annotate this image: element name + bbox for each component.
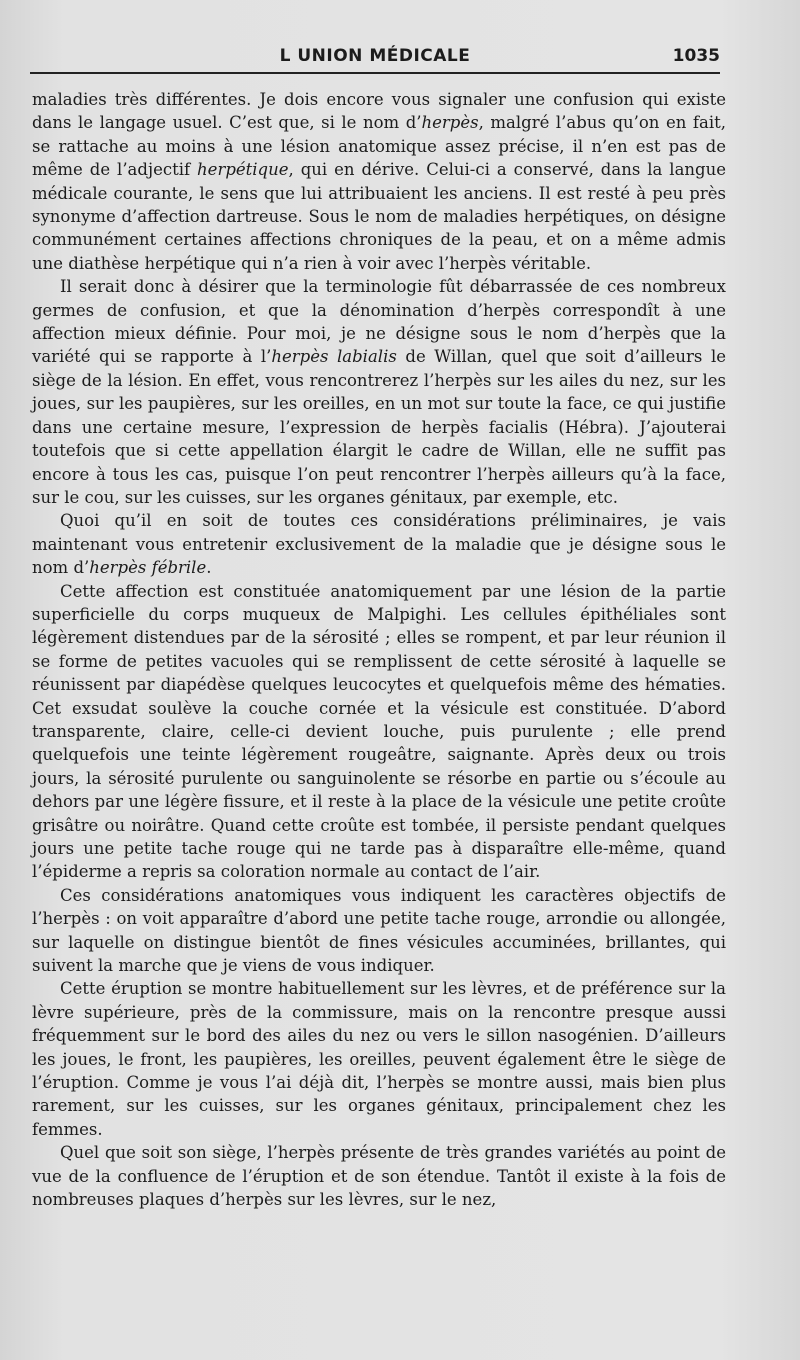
- italic-term: herpès fébrile: [89, 558, 207, 578]
- italic-term: herpétique: [197, 160, 289, 180]
- article-body: [32, 88, 726, 1212]
- text-run: maladies très différentes. Je dois encore vous signaler une confusion qui existe dans le langage usuel. C’est que, si le nom d’: [32, 90, 726, 133]
- running-title: L UNION MÉDICALE: [279, 46, 471, 66]
- paragraph: [32, 275, 726, 509]
- text-run: , malgré l’abus qu’on en fait, se rattache au moins à une lésion anatomique assez précise, il n’en est pas de même de l’adjectif: [32, 113, 726, 180]
- text-run: Cette éruption se montre habituellement sur les lèvres, et de préférence sur la lèvre supérieure, près de la commissure, mais on la rencontre presque aussi fréquemment sur le bord des ailes du nez ou vers le sillon nasogénien. D’ailleurs les joues, le front, les paupières, les oreilles, peuvent également être le siège de l’éruption. Comme je vous l’ai déjà dit, l’herpès se montre aussi, mais bien plus rarement, sur les cuisses, sur les organes génitaux, principalement chez les femmes.: [32, 979, 726, 1139]
- paragraph: [32, 88, 726, 275]
- paragraph: [32, 884, 726, 978]
- italic-term: herpès labialis: [271, 347, 397, 367]
- text-run: , qui en dérive. Celui-ci a conservé, dans la langue médicale courante, le sens que lui attribuaient les anciens. Il est resté à peu près synonyme d’affection dartreuse. Sous le nom de maladies herpétiques, on désigne communément certaines affections chroniques de la peau, et on a même admis une diathèse herpétique qui n’a rien à voir avec l’herpès véritable.: [32, 160, 726, 273]
- text-run: Quel que soit son siège, l’herpès présente de très grandes variétés au point de vue de la confluence de l’éruption et de son étendue. Tantôt il existe à la fois de nombreuses plaques d’herpès sur les lèvres, sur le nez,: [32, 1143, 726, 1210]
- italic-term: herpès: [421, 113, 479, 133]
- text-run: Quoi qu’il en soit de toutes ces considérations préliminaires, je vais maintenant vous entretenir exclusivement de la maladie que je désigne sous le nom d’: [32, 511, 726, 578]
- paragraph: [32, 1141, 726, 1211]
- text-run: Ces considérations anatomiques vous indiquent les caractères objectifs de l’herpès : on voit apparaître d’abord une petite tache rouge, arrondie ou allongée, sur laquelle on distingue bientôt de fines vésicules accuminées, brillantes, qui suivent la marche que je viens de vous indiquer.: [32, 885, 726, 976]
- text-run: Il serait donc à désirer que la terminologie fût débarrassée de ces nombreux germes de confusion, et que la dénomination d’herpès correspondît à une affection mieux définie. Pour moi, je ne désigne sous le nom d’herpès que la variété qui se rapporte à l’: [32, 277, 726, 367]
- paragraph: [32, 509, 726, 579]
- page-number: 1035: [672, 46, 720, 66]
- paragraph: [32, 977, 726, 1141]
- header-rule: [30, 72, 720, 74]
- text-run: .: [206, 558, 212, 578]
- paragraph: [32, 580, 726, 884]
- page-header: [30, 38, 720, 68]
- text-run: Cette affection est constituée anatomiquement par une lésion de la partie superficielle du corps muqueux de Malpighi. Les cellules épithéliales sont légèrement distendues par de la sérosité ; elles se rompent, et par leur réunion il se forme de petites vacuoles qui se remplissent de cette sérosité à laquelle se réunissent par diapédèse quelques leucocytes et quelquefois même des hématies. Cet exsudat soulève la couche cornée et la vésicule est constituée. D’abord transparente, claire, celle-ci devient louche, puis purulente ; elle prend quelquefois une teinte légèrement rougeâtre, saignante. Après deux ou trois jours, la sérosité purulente ou sanguinolente se résorbe en partie ou s’écoule au dehors par une légère fissure, et il reste à la place de la vésicule une petite croûte grisâtre ou noirâtre. Quand cette croûte est tombée, il persiste pendant quelques jours une petite tache rouge qui ne tarde pas à disparaître elle-même, quand l’épiderme a repris sa coloration normale au contact de l’air.: [32, 581, 726, 882]
- text-run: de Willan, quel que soit d’ailleurs le siège de la lésion. En effet, vous rencontrerez l’herpès sur les ailes du nez, sur les joues, sur les paupières, sur les oreilles, en un mot sur toute la face, ce qui justifie dans une certaine mesure, l’expression de herpès facialis (Hébra). J’ajouterai toutefois que si cette appellation élargit le cadre de Willan, elle ne suffit pas encore à tous les cas, puisque l’on peut rencontrer l’herpès ailleurs qu’à la face, sur le cou, sur les cuisses, sur les organes génitaux, par exemple, etc.: [32, 347, 726, 507]
